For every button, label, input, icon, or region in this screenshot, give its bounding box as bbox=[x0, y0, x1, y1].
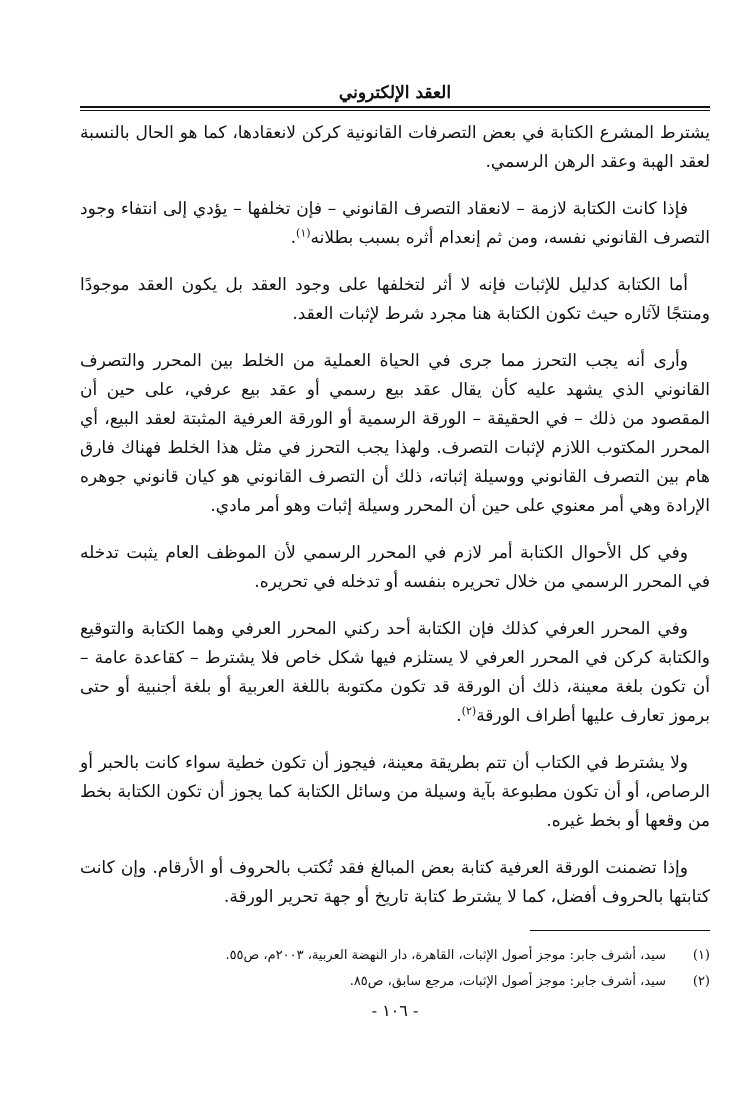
running-header: العقد الإلكتروني bbox=[338, 83, 452, 103]
page-number: - ١٠٦ - bbox=[371, 1001, 419, 1020]
paragraph-text: وإذا تضمنت الورقة العرفية كتابة بعض المبالغ فقد تُكتب بالحروف أو الأرقام. وإن كانت كتابتها بالحروف أفضل، كما لا يشترط كتابة تاريخ أو جهة تحرير الورقة. bbox=[80, 858, 710, 907]
paragraph-3 bbox=[80, 271, 710, 329]
paragraph-text: أما الكتابة كدليل للإثبات فإنه لا أثر لتخلفها على وجود العقد بل يكون العقد موجودًا ومنتجًا لآثاره حيث تكون الكتابة هنا مجرد شرط لإثبات العقد. bbox=[80, 275, 710, 324]
book-page bbox=[80, 82, 710, 1082]
footnote-number: (١) bbox=[692, 948, 710, 963]
footnote-text: سيد، أشرف جابر: موجز أصول الإثبات، مرجع سابق، ص٨٥. bbox=[349, 974, 666, 989]
footnote-1 bbox=[80, 943, 710, 969]
paragraph-text: ولا يشترط في الكتاب أن تتم بطريقة معينة، فيجوز أن تكون خطية سواء كانت بالحبر أو الرصاص، أو أن تكون مطبوعة بآية وسيلة من وسائل الكتابة كما يجوز أن تكون الكتابة بخط من وقعها أو بخط غيره. bbox=[80, 753, 710, 831]
paragraph-text: وأرى أنه يجب التحرز مما جرى في الحياة العملية من الخلط بين المحرر والتصرف القانوني الذي يشهد عليه كأن يقال عقد بيع رسمي أو عقد بيع عرفي، على حين أن المقصود من ذلك – في الحقيقة – الورقة الرسمية أو الورقة العرفية المثبتة لعقد البيع، أي المحرر المكتوب اللازم لإثبات التصرف. ولهذا يجب التحرز في مثل هذا الخلط فهناك فارق هام بين التصرف القانوني ووسيلة إثباته، ذلك أن التصرف القانوني هو كيان قانوني جوهره الإرادة وهي أمر معنوي على حين أن المحرر وسيلة إثبات وهو أمر مادي. bbox=[80, 351, 710, 516]
footnote-ref-2[interactable]: (٢) bbox=[461, 704, 477, 718]
paragraph-text: وفي كل الأحوال الكتابة أمر لازم في المحرر الرسمي لأن الموظف العام يثبت تدخله في المحرر الرسمي من خلال تحريره بنفسه أو تدخله في تحريره. bbox=[80, 543, 710, 592]
header-rule-thick bbox=[80, 106, 710, 108]
header-rule-thin bbox=[80, 110, 710, 111]
paragraph-2 bbox=[80, 195, 710, 253]
footnote-ref-1[interactable]: (١) bbox=[296, 226, 311, 240]
paragraph-1 bbox=[80, 119, 710, 177]
paragraph-tail: . bbox=[456, 706, 462, 726]
paragraph-text: يشترط المشرع الكتابة في بعض التصرفات القانونية كركن لانعقادها، كما هو الحال بالنسبة لعقد الهبة وعقد الرهن الرسمي. bbox=[80, 123, 710, 172]
paragraph-text: فإذا كانت الكتابة لازمة – لانعقاد التصرف القانوني – فإن تخلفها – يؤدي إلى انتفاء وجود التصرف القانوني نفسه، ومن ثم إنعدام أثره بسبب بطلانه bbox=[80, 199, 710, 248]
body-text bbox=[80, 119, 710, 912]
paragraph-5 bbox=[80, 539, 710, 597]
paragraph-4 bbox=[80, 347, 710, 521]
paragraph-8 bbox=[80, 854, 710, 912]
footnotes bbox=[80, 943, 710, 995]
footnote-text: سيد، أشرف جابر: موجز أصول الإثبات، القاهرة، دار النهضة العربية، ٢٠٠٣م، ص٥٥. bbox=[225, 948, 666, 963]
paragraph-text: وفي المحرر العرفي كذلك فإن الكتابة أحد ركني المحرر العرفي وهما الكتابة والتوقيع والكتابة كركن في المحرر العرفي لا يستلزم فيها شكل خاص فلا يشترط – كقاعدة عامة – أن تكون بلغة معينة، ذلك أن الورقة قد تكون مكتوبة باللغة العربية أو بلغة أجنبية أو حتى برموز تعارف عليها أطراف الورقة bbox=[80, 619, 710, 726]
paragraph-7 bbox=[80, 749, 710, 836]
paragraph-6 bbox=[80, 615, 710, 731]
footnote-number: (٢) bbox=[692, 974, 710, 989]
footnote-2 bbox=[80, 969, 710, 995]
footnote-separator bbox=[530, 930, 710, 931]
paragraph-tail: . bbox=[290, 228, 297, 248]
